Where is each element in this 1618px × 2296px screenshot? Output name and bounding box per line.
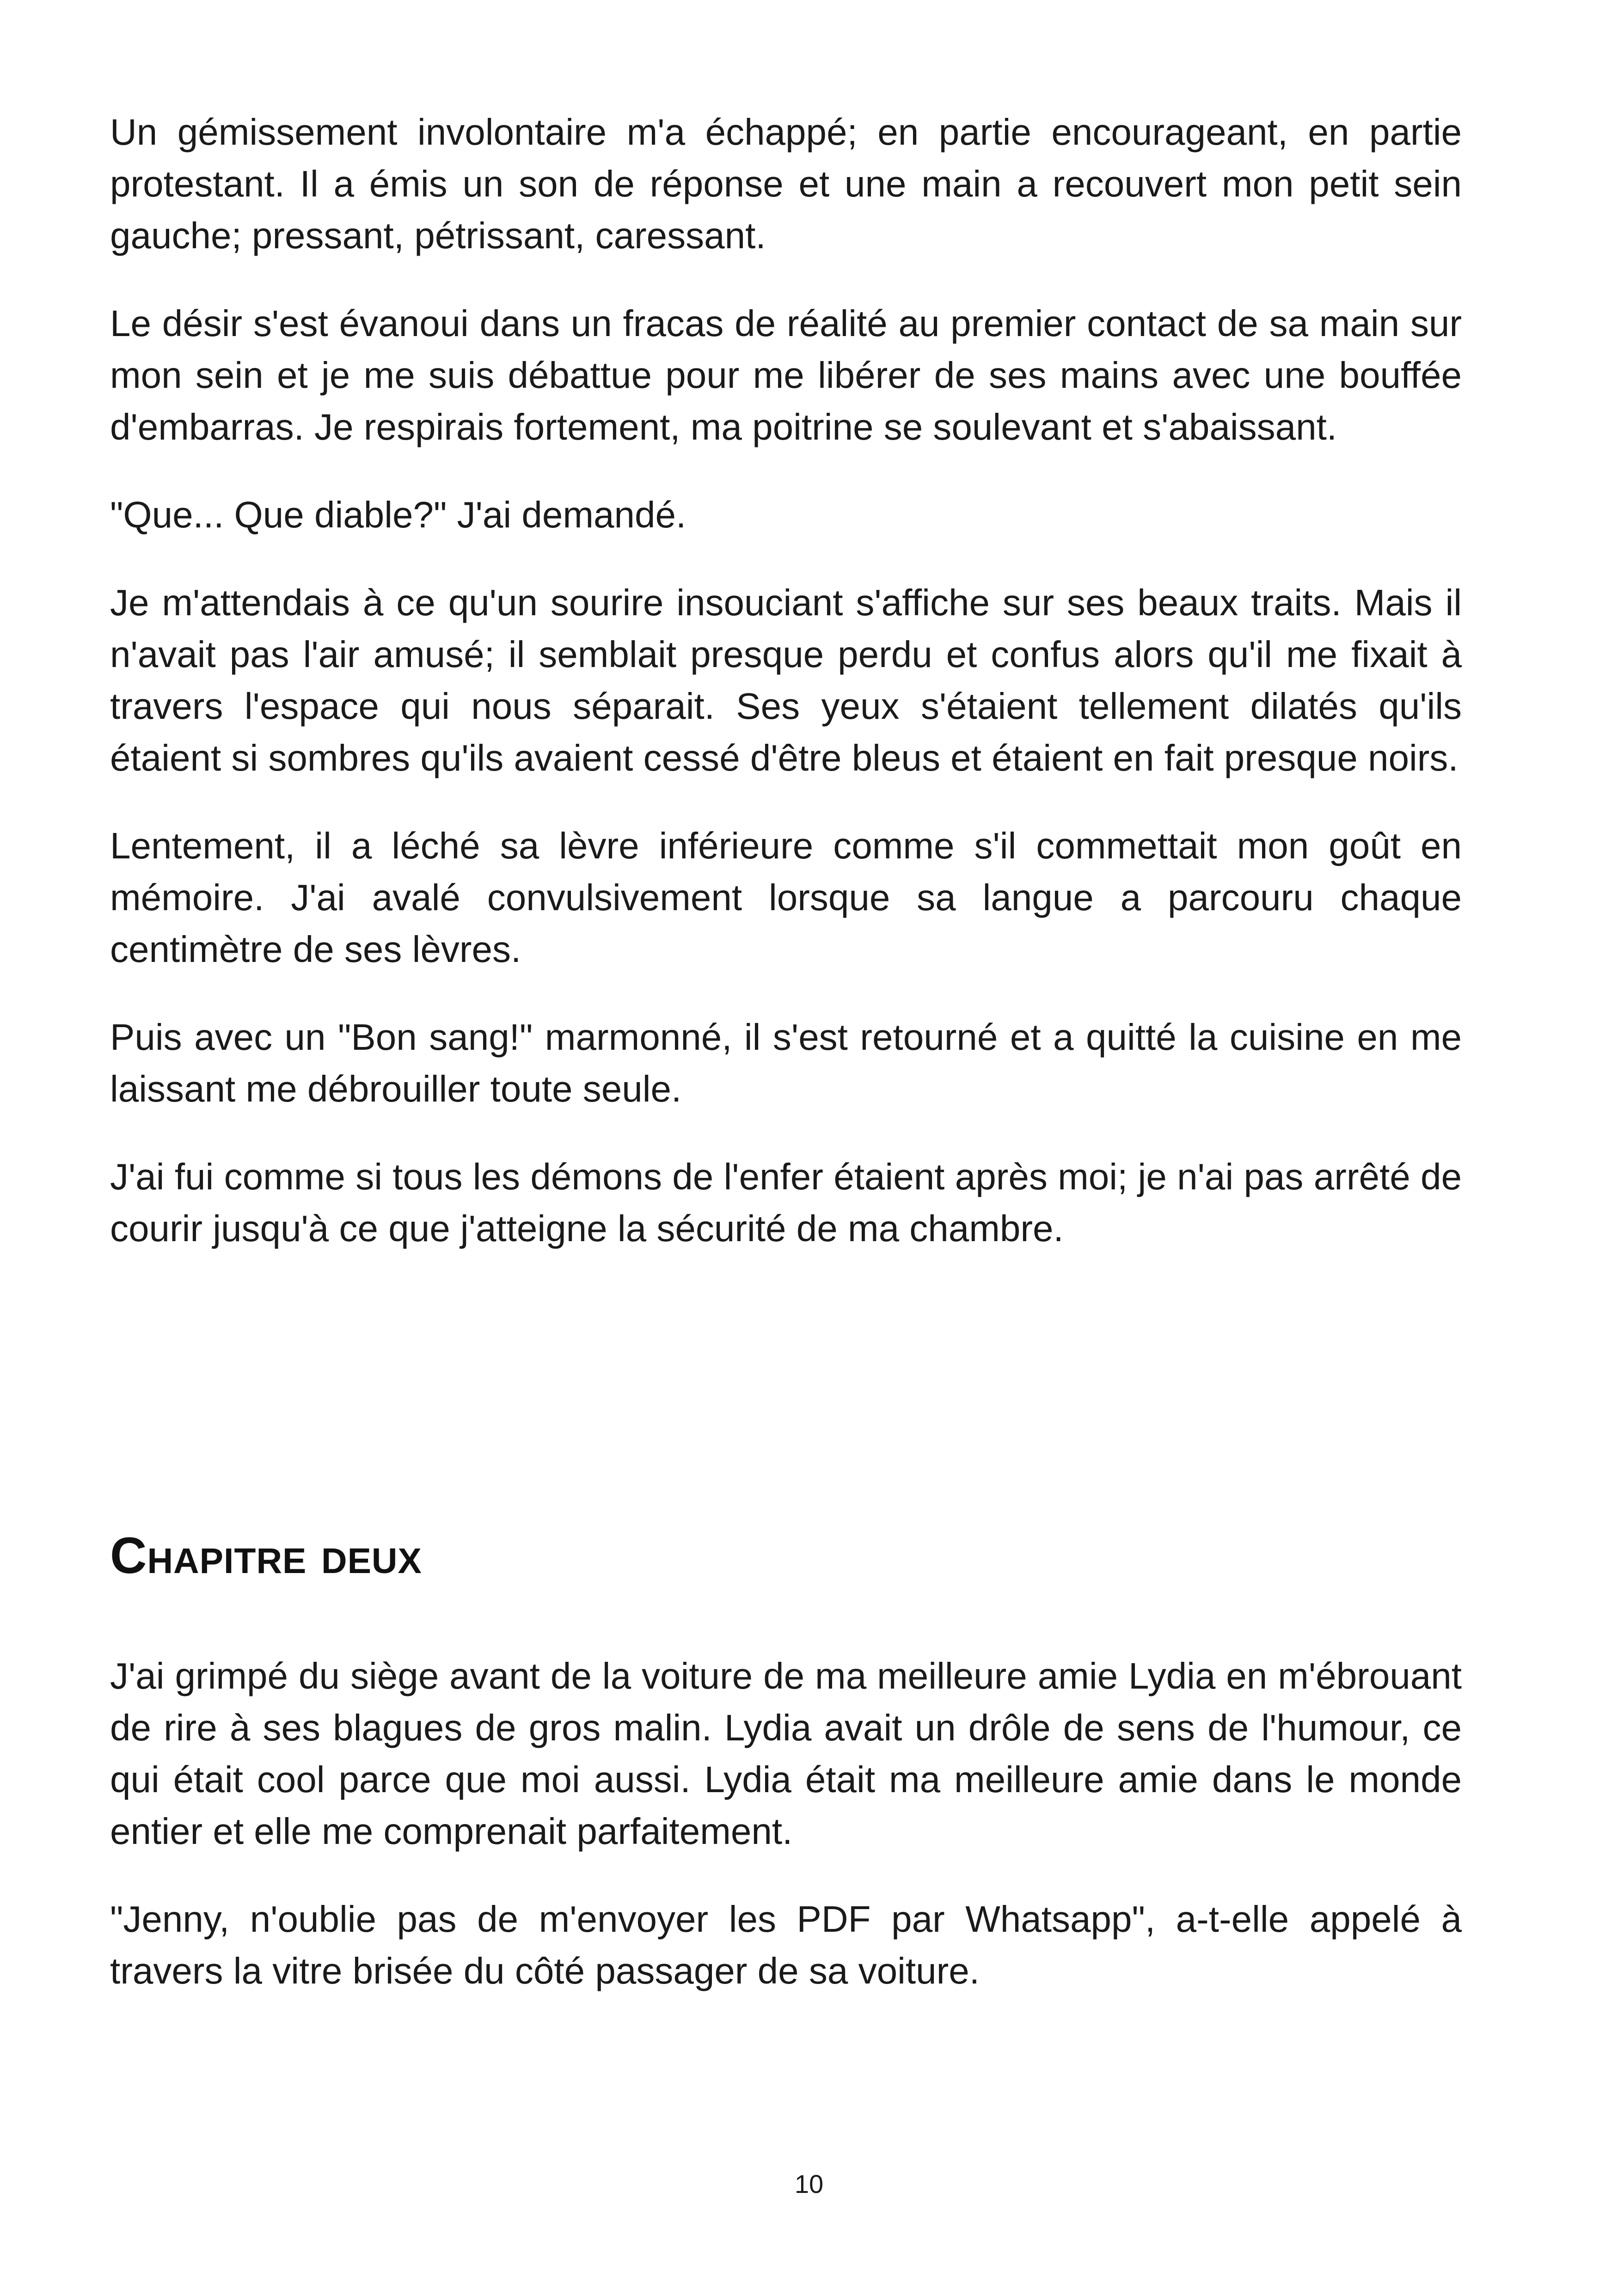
- paragraph: Puis avec un "Bon sang!" marmonné, il s'est retourné et a quitté la cuisine en me laissant me débrouiller toute seule.: [110, 1016, 1462, 1109]
- chapter-heading: [110, 1524, 422, 1588]
- paragraph: Un gémissement involontaire m'a échappé; en partie encourageant, en partie protestant. Il a émis un son de réponse et une main a recouvert mon petit sein gauche; pressant, pétrissant, caressant.: [110, 111, 1462, 256]
- paragraph: "Que... Que diable?" J'ai demandé.: [110, 494, 686, 535]
- paragraph: "Jenny, n'oublie pas de m'envoyer les PDF par Whatsapp", a-t-elle appelé à travers la vitre brisée du côté passager de sa voiture.: [110, 1898, 1462, 1991]
- paragraph: J'ai fui comme si tous les démons de l'enfer étaient après moi; je n'ai pas arrêté de courir jusqu'à ce que j'atteigne la sécurité de ma chambre.: [110, 1156, 1462, 1249]
- paragraph: Le désir s'est évanoui dans un fracas de réalité au premier contact de sa main sur mon sein et je me suis débattue pour me libérer de ses mains avec une bouffée d'embarras. Je respirais fortement, ma poitrine se soulevant et s'abaissant.: [110, 303, 1462, 447]
- chapter-heading-text: Chapitre deux: [110, 1527, 422, 1584]
- text-block-bottom: [110, 1650, 1462, 2033]
- paragraph: Lentement, il a léché sa lèvre inférieure comme s'il commettait mon goût en mémoire. J'ai avalé convulsivement lorsque sa langue a parcouru chaque centimètre de ses lèvres.: [110, 825, 1462, 970]
- paragraph: J'ai grimpé du siège avant de la voiture de ma meilleure amie Lydia en m'ébrouant de rire à ses blagues de gros malin. Lydia avait un drôle de sens de l'humour, ce qui était cool parce que moi aussi. Lydia était ma meilleure amie dans le monde entier et elle me comprenait parfaitement.: [110, 1655, 1462, 1852]
- text-block-top: [110, 106, 1462, 1255]
- page-number: 10: [794, 2169, 824, 2198]
- paragraph: Je m'attendais à ce qu'un sourire insouciant s'affiche sur ses beaux traits. Mais il n'avait pas l'air amusé; il semblait presque perdu et confus alors qu'il me fixait à travers l'espace qui nous séparait. Ses yeux s'étaient tellement dilatés qu'ils étaient si sombres qu'ils avaient cessé d'être bleus et étaient en fait presque noirs.: [110, 582, 1462, 778]
